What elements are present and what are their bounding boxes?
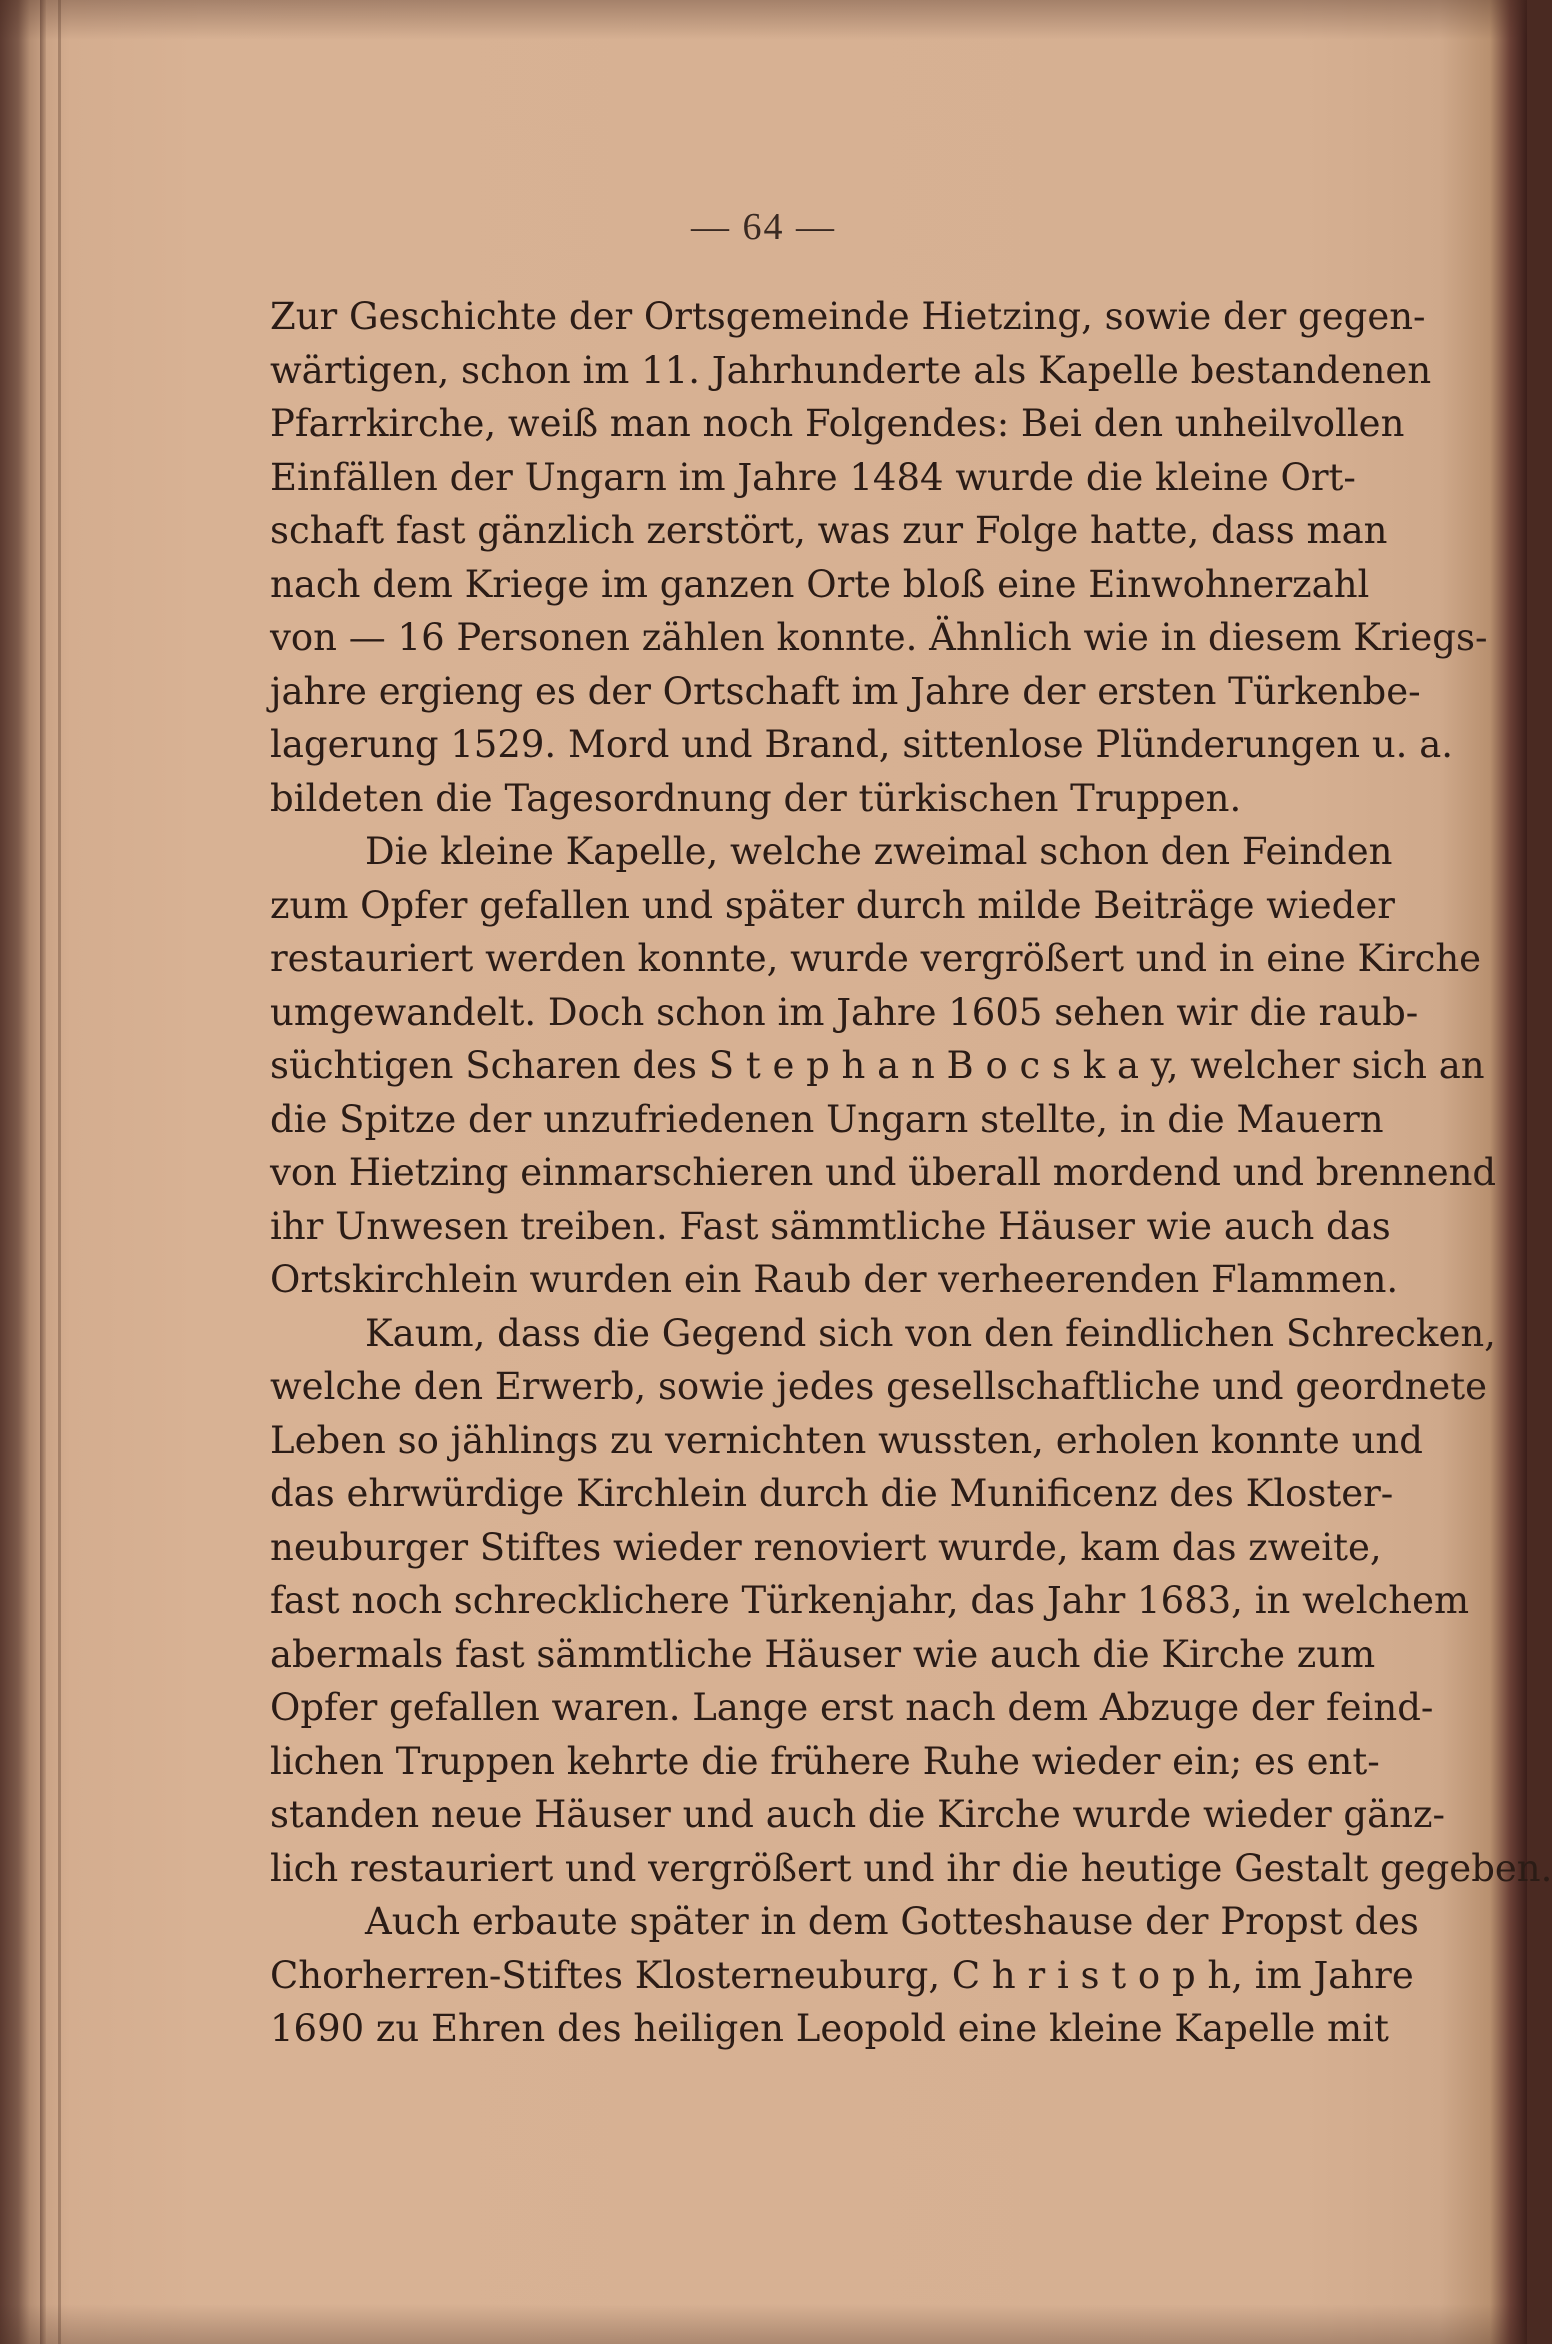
text-line: lichen Truppen kehrte die frühere Ruhe wieder ein; es ent- — [270, 1739, 1380, 1783]
text-line: die Spitze der unzufriedenen Ungarn stellte, in die Mauern — [270, 1097, 1384, 1141]
text-line: abermals fast sämmtliche Häuser wie auch die Kirche zum — [270, 1632, 1376, 1676]
text-line: Pfarrkirche, weiß man noch Folgendes: Bei den unheilvollen — [270, 402, 1405, 445]
text-line: 1690 zu Ehren des heiligen Leopold eine kleine Kapelle mit — [270, 2007, 1389, 2050]
text-line: Leben so jählings zu vernichten wussten, erholen konnte und — [270, 1418, 1423, 1462]
bottom-shadow — [0, 2304, 1527, 2344]
text-line: Zur Geschichte der Ortsgemeinde Hietzing, sowie der gegen- — [270, 295, 1426, 338]
text-line: Chorherren-Stiftes Klosterneuburg, C h r i s t o p h, im Jahre — [270, 1953, 1414, 1997]
text-line: fast noch schrecklichere Türkenjahr, das Jahr 1683, in welchem — [270, 1579, 1470, 1622]
text-line: lich restauriert und vergrößert und ihr die heutige Gestalt gegeben. — [270, 1846, 1552, 1890]
text-line: Einfällen der Ungarn im Jahre 1484 wurde die kleine Ort- — [270, 455, 1356, 499]
text-line: Kaum, dass die Gegend sich von den feindlichen Schrecken, — [365, 1311, 1496, 1355]
text-line: Ortskirchlein wurden ein Raub der verheerenden Flammen. — [270, 1258, 1399, 1301]
body-text — [270, 290, 1552, 2056]
text-line: das ehrwürdige Kirchlein durch die Munificenz des Kloster- — [270, 1472, 1394, 1515]
page-edge — [40, 0, 46, 2344]
text-line: neuburger Stiftes wieder renoviert wurde, kam das zweite, — [270, 1525, 1382, 1569]
page-edge-inner — [58, 0, 61, 2344]
text-line: schaft fast gänzlich zerstört, was zur Folge hatte, dass man — [270, 509, 1388, 552]
text-line: umgewandelt. Doch schon im Jahre 1605 sehen wir die raub- — [270, 990, 1419, 1034]
text-line: Die kleine Kapelle, welche zweimal schon den Feinden — [365, 830, 1393, 873]
text-line: von — 16 Personen zählen konnte. Ähnlich wie in diesem Kriegs- — [270, 616, 1488, 659]
text-line: bildeten die Tagesordnung der türkischen Truppen. — [270, 776, 1242, 820]
text-line: standen neue Häuser und auch die Kirche wurde wieder gänz- — [270, 1793, 1446, 1836]
text-line: Opfer gefallen waren. Lange erst nach dem Abzuge der feind- — [270, 1686, 1434, 1729]
text-line: von Hietzing einmarschieren und überall mordend und brennend — [270, 1151, 1497, 1194]
text-line: wärtigen, schon im 11. Jahrhunderte als Kapelle bestandenen — [270, 348, 1432, 392]
text-line: Auch erbaute später in dem Gotteshause der Propst des — [365, 1900, 1419, 1943]
text-line: welche den Erwerb, sowie jedes gesellschaftliche und geordnete — [270, 1365, 1488, 1408]
text-line: ihr Unwesen treiben. Fast sämmtliche Häuser wie auch das — [270, 1204, 1391, 1248]
page-number: — 64 — — [691, 206, 836, 248]
text-line: zum Opfer gefallen und später durch milde Beiträge wieder — [270, 883, 1395, 927]
text-line: lagerung 1529. Mord und Brand, sittenlose Plünderungen u. a. — [270, 723, 1454, 766]
text-line: jahre ergieng es der Ortschaft im Jahre der ersten Türkenbe- — [270, 669, 1421, 713]
text-line: nach dem Kriege im ganzen Orte bloß eine Einwohnerzahl — [270, 562, 1370, 606]
top-shadow — [0, 0, 1527, 40]
text-line: süchtigen Scharen des S t e p h a n B o c s k a y, welcher sich an — [270, 1044, 1485, 1087]
text-line: restauriert werden konnte, wurde vergrößert und in eine Kirche — [270, 937, 1482, 980]
